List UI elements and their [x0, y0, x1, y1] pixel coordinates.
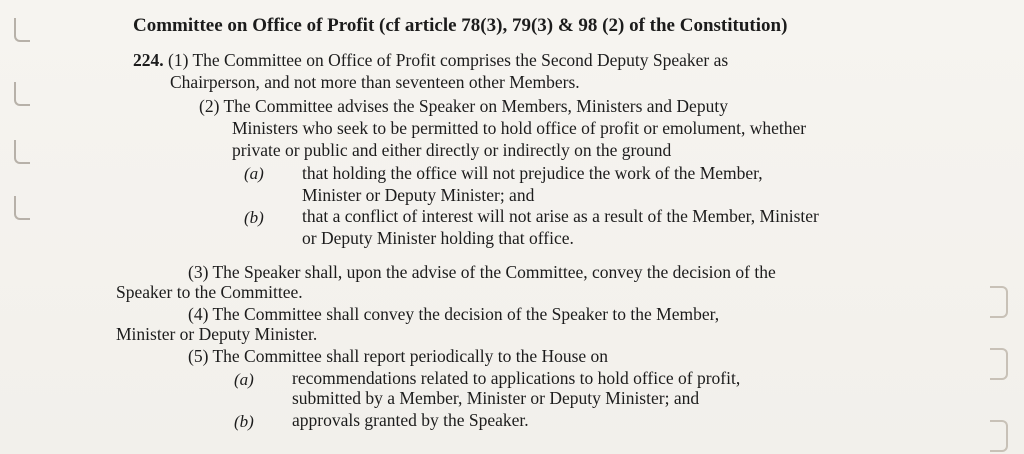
para-3-line-1: (3) The Speaker shall, upon the advise of the Committee, convey the decision of the: [188, 262, 776, 282]
para-1-text: (1) The Committee on Office of Profit comprises the Second Deputy Speaker as: [168, 50, 729, 70]
section-heading: Committee on Office of Profit (cf article 78(3), 79(3) & 98 (2) of the Constitution): [133, 15, 788, 36]
para-1-line-2: Chairperson, and not more than seventeen other Members.: [170, 72, 580, 92]
para-4-line-1: (4) The Committee shall convey the decision of the Speaker to the Member,: [188, 304, 720, 324]
binder-rings-left: [6, 0, 46, 454]
para-2-line-2: Ministers who seek to be permitted to hold office of profit or emolument, whether: [232, 118, 807, 138]
para-5-item-a-label: (a): [234, 370, 254, 389]
para-2-line-3: private or public and either directly or indirectly on the ground: [232, 140, 672, 160]
para-5-line-1: (5) The Committee shall report periodically to the House on: [188, 346, 609, 366]
para-5-item-b-line-1: approvals granted by the Speaker.: [292, 410, 529, 430]
para-3-line-2: Speaker to the Committee.: [116, 282, 303, 302]
para-2-item-a-label: (a): [244, 164, 264, 183]
para-2-line-1: (2) The Committee advises the Speaker on Members, Ministers and Deputy: [199, 96, 728, 116]
rule-number: 224.: [133, 50, 164, 70]
para-5-item-a-line-2: submitted by a Member, Minister or Deputy Minister; and: [292, 388, 700, 408]
para-2-item-a-line-1: that holding the office will not prejudice the work of the Member,: [302, 163, 763, 183]
para-2-item-b-label: (b): [244, 208, 264, 227]
para-2-item-a-line-2: Minister or Deputy Minister; and: [302, 185, 535, 205]
para-1-line-1: [133, 50, 728, 72]
binder-rings-right: [974, 0, 1014, 454]
para-5-item-a-line-1: recommendations related to applications to hold office of profit,: [292, 368, 741, 388]
para-2-item-b-line-2: or Deputy Minister holding that office.: [302, 228, 574, 248]
para-2-item-b-line-1: that a conflict of interest will not arise as a result of the Member, Minister: [302, 206, 819, 226]
para-4-line-2: Minister or Deputy Minister.: [116, 324, 318, 344]
para-5-item-b-label: (b): [234, 412, 254, 431]
